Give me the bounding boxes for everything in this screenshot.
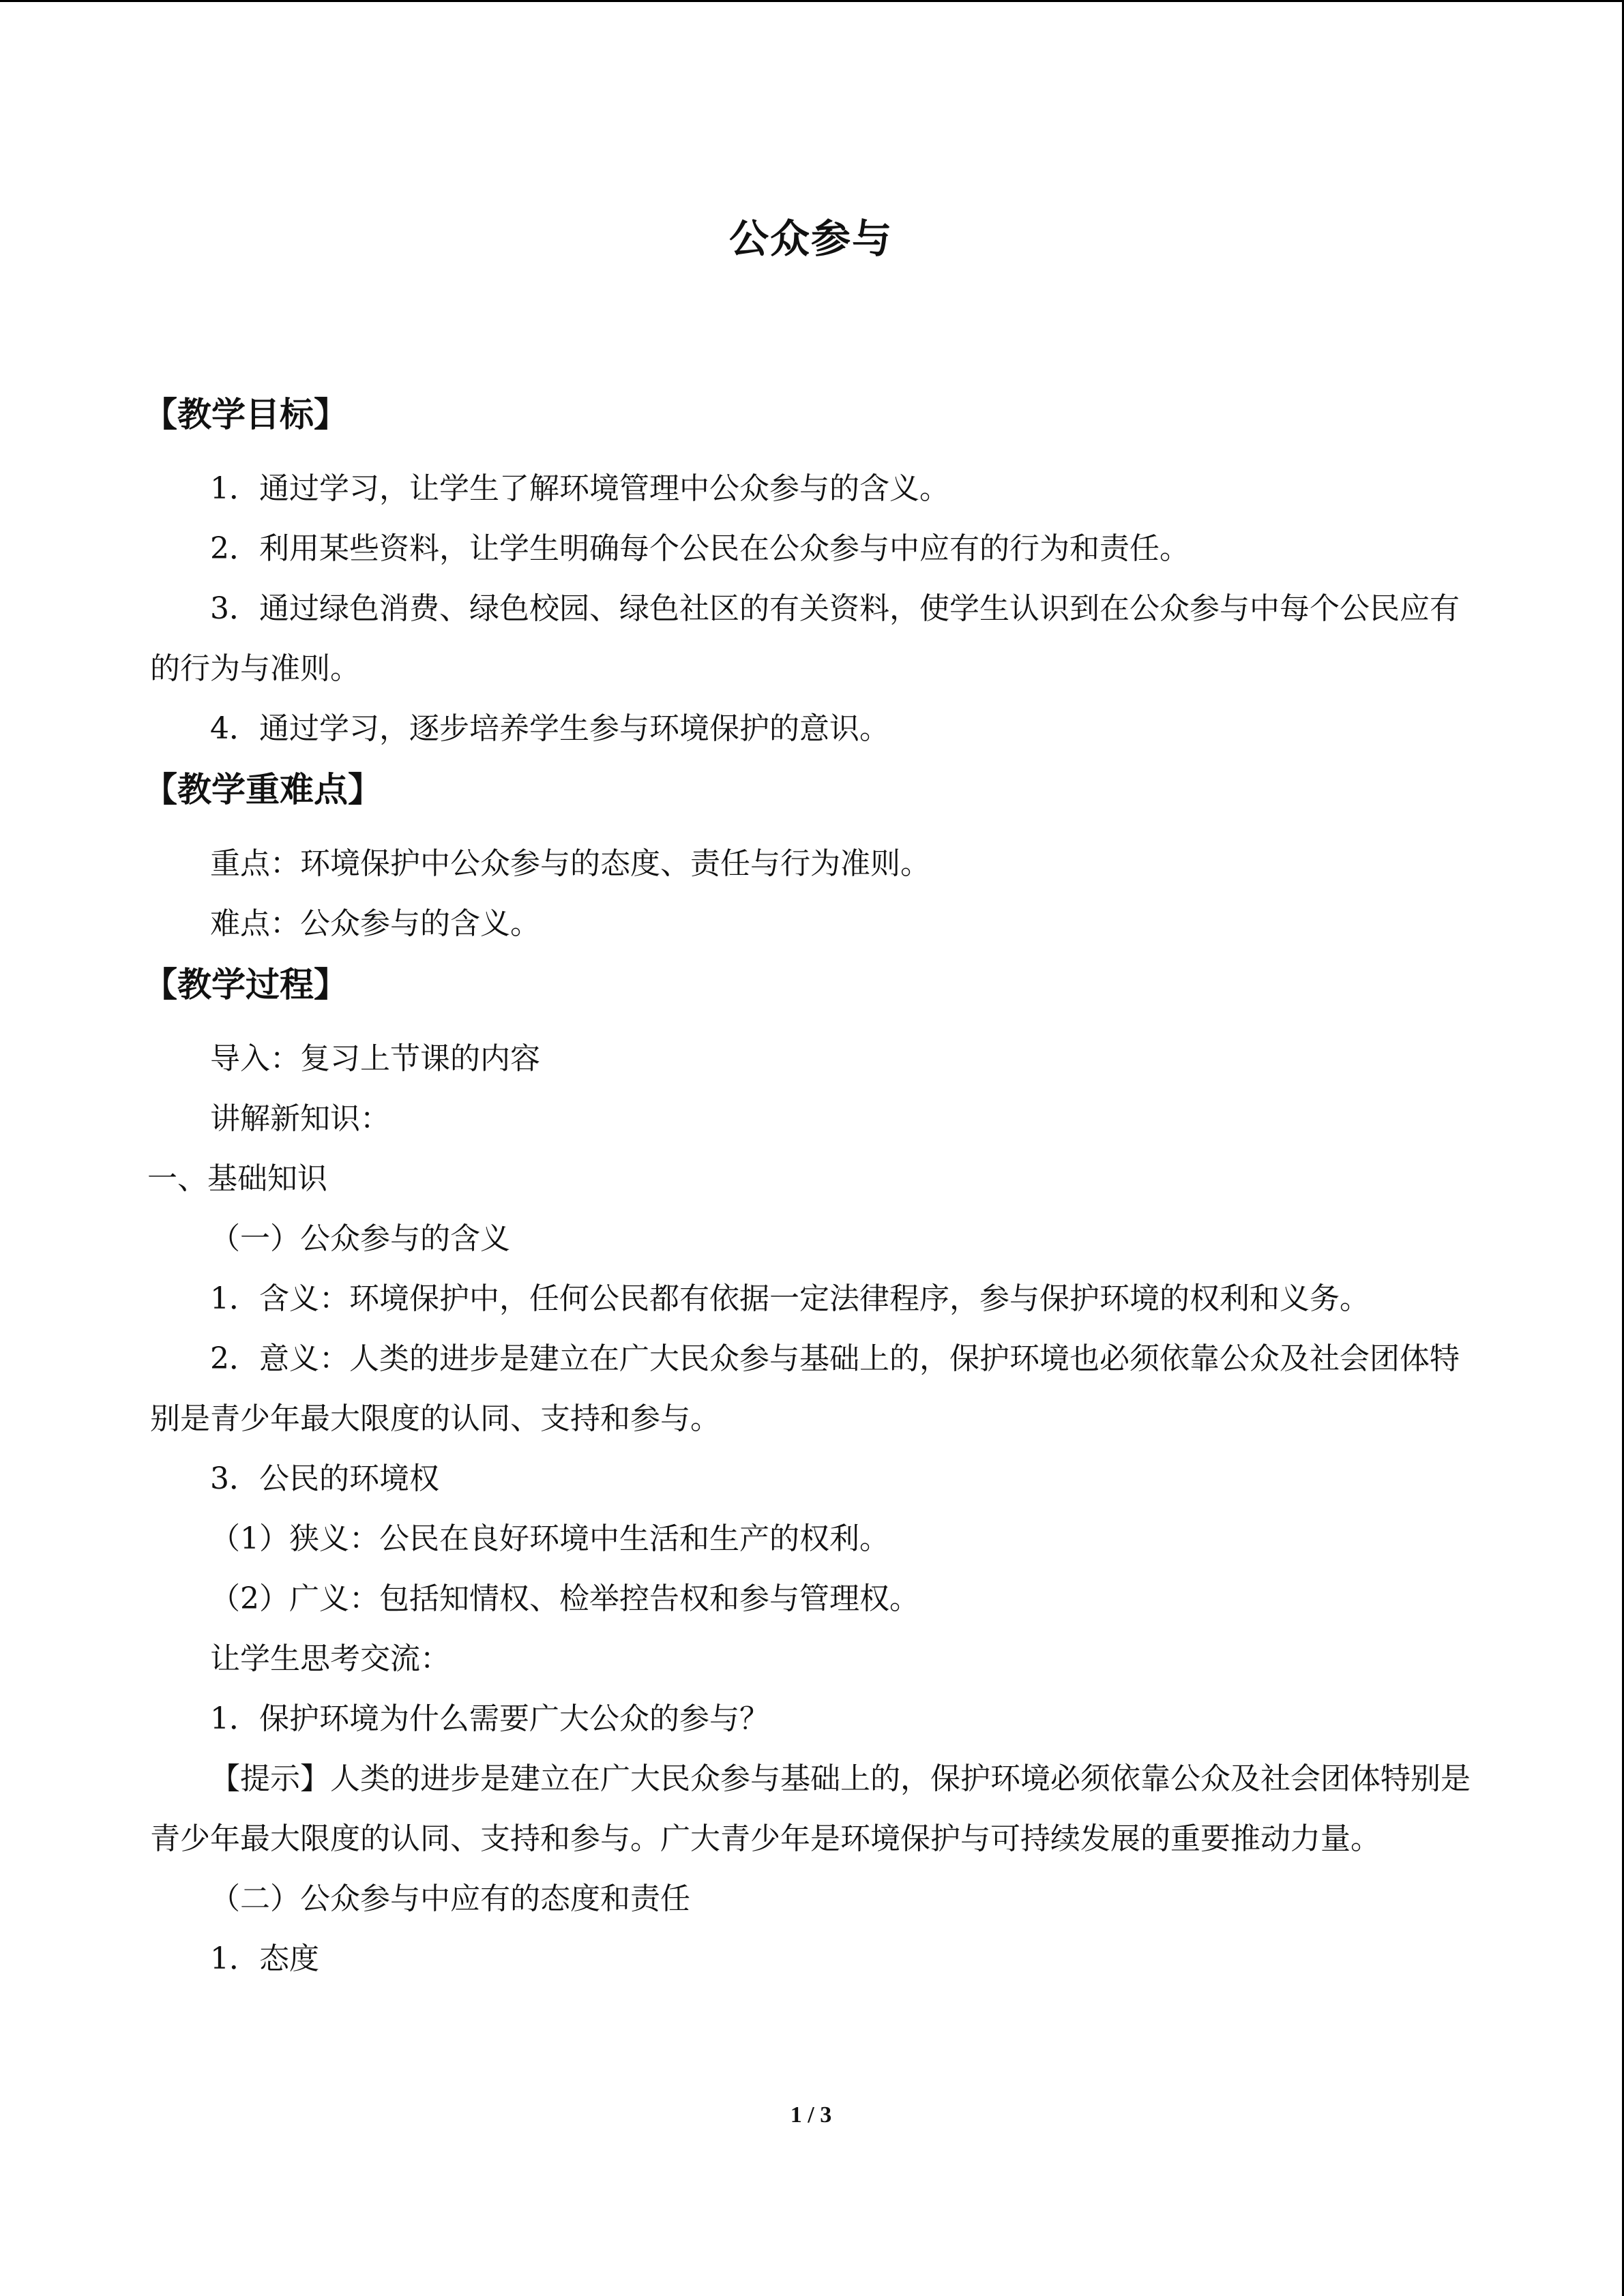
section-heading-keypoints: 【教学重难点】 [143,770,382,809]
list-item: 3．公民的环境权 [210,1461,439,1496]
list-item: 1．态度 [210,1941,319,1976]
goal-item: 2．利用某些资料，让学生明确每个公民在公众参与中应有的行为和责任。 [210,531,1190,566]
goal-item: 1．通过学习，让学生了解环境管理中公众参与的含义。 [210,471,949,506]
goal-item: 4．通过学习，逐步培养学生参与环境保护的意识。 [210,711,889,746]
page-number: 1 / 3 [790,2102,832,2128]
question-item: 1．保护环境为什么需要广大公众的参与？ [210,1701,769,1736]
hint-paragraph: 【提示】人类的进步是建立在广大民众参与基础上的，保护环境必须依靠公众及社会团体特别是青少年最大限度的认同、支持和参与。广大青少年是环境保护与可持续发展的重要推动力量。 [150,1761,1471,1856]
goal-item: 3．通过绿色消费、绿色校园、绿色社区的有关资料，使学生认识到在公众参与中每个公民应有的行为与准则。 [150,591,1460,686]
list-item: 2．意义：人类的进步是建立在广大民众参与基础上的，保护环境也必须依靠公众及社会团体特别是青少年最大限度的认同、支持和参与。 [150,1341,1460,1436]
sub-heading: （二）公众参与中应有的态度和责任 [210,1881,690,1916]
part-heading: 一、基础知识 [147,1161,327,1196]
section-heading-goals: 【教学目标】 [143,395,348,434]
sub-heading: （一）公众参与的含义 [210,1221,510,1256]
keypoint-item: 难点：公众参与的含义。 [210,906,540,941]
section-heading-process: 【教学过程】 [143,965,348,1004]
page-title: 公众参与 [728,215,893,262]
process-intro: 导入：复习上节课的内容 [210,1041,540,1076]
discussion-prompt: 让学生思考交流： [210,1641,450,1676]
process-new-knowledge: 讲解新知识： [210,1101,390,1136]
keypoint-item: 重点：环境保护中公众参与的态度、责任与行为准则。 [210,846,930,881]
list-item: （1）狭义：公民在良好环境中生活和生产的权利。 [210,1521,889,1556]
document-body [143,384,1473,1989]
list-item: （2）广义：包括知情权、检举控告权和参与管理权。 [210,1581,919,1616]
list-item: 1．含义：环境保护中，任何公民都有依据一定法律程序，参与保护环境的权利和义务。 [210,1281,1370,1316]
